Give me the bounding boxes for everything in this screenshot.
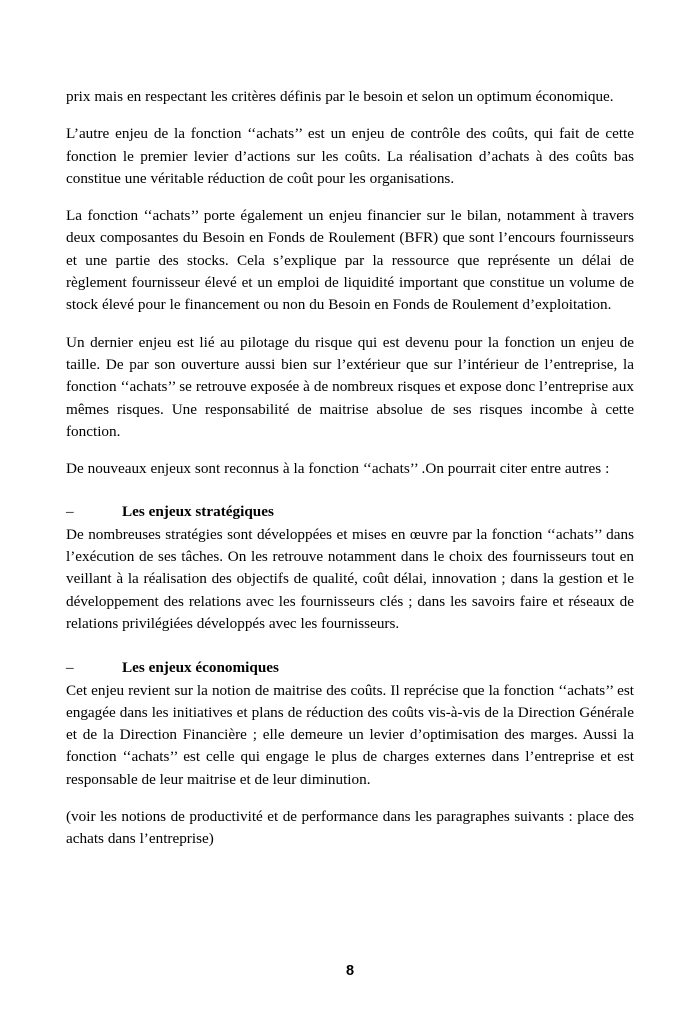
paragraph-3: La fonction ‘‘achats’’ porte également un enjeu financier sur le bilan, notamment à travers deux composantes du Besoin en Fonds de Roulement (BFR) que sont l’encours fournisseurs et une partie des stocks. Cela s’explique par la ressource que représente un délai de règlement fournisseur élevé et un emploi de liquidité important que constitue un volume de stock élevé pour le financement ou non du Besoin en Fonds de Roulement d’exploitation. [66, 207, 634, 314]
section-heading-label-economiques: Les enjeux économiques [122, 659, 279, 677]
paragraph-1: prix mais en respectant les critères définis par le besoin et selon un optimum économique. [66, 88, 614, 105]
section-body-economiques: Cet enjeu revient sur la notion de maitrise des coûts. Il reprécise que la fonction ‘‘achats’’ est engagée dans les initiatives et plans de réduction des coûts vis-à-vis de la Direction Générale et de la Direction Financière ; elle demeure un levier d’optimisation des marges. Aussi la fonction ‘‘achats’’ est celle qui engage le plus de charges externes dans l’entreprise et est responsable de leur maitrise et de leur diminution. [66, 681, 634, 788]
bullet-dash-icon: – [66, 659, 74, 677]
bullet-dash-icon: – [66, 503, 74, 521]
page-number: 8 [345, 963, 355, 979]
paragraph-4: Un dernier enjeu est lié au pilotage du risque qui est devenu pour la fonction un enjeu de taille. De par son ouverture aussi bien sur l’extérieur que sur l’intérieur de l’entreprise, la fonction ‘‘achats’’ se retrouve exposée à de nombreux risques et expose donc l’entreprise aux mêmes risques. Une responsabilité de maitrise absolue de ses risques incombe à cette fonction. [66, 333, 634, 440]
paragraph-5-intro: De nouveaux enjeux sont reconnus à la fonction ‘‘achats’’ .On pourrait citer entre autres : [66, 460, 610, 478]
page-content [66, 86, 634, 866]
section-body-strategiques: De nombreuses stratégies sont développées et mises en œuvre par la fonction ‘‘achats’’ dans l’exécution de ses tâches. On les retrouve notamment dans le choix des fournisseurs tout en veillant à la réalisation des objectifs de qualité, coût délai, innovation ; dans la gestion et le développement des relations avec les fournisseurs clés ; dans les savoirs faire et réseaux de relations privilégiées développés avec les fournisseurs. [66, 525, 634, 632]
section-heading-label-strategiques: Les enjeux stratégiques [122, 503, 274, 521]
section-heading-economiques [66, 657, 634, 679]
section-strategiques [66, 494, 634, 635]
section-heading-strategiques [66, 501, 634, 523]
paragraph-closing-note: (voir les notions de productivité et de performance dans les paragraphes suivants : place des achats dans l’entreprise) [66, 808, 634, 848]
paragraph-2: L’autre enjeu de la fonction ‘‘achats’’ est un enjeu de contrôle des coûts, qui fait de cette fonction le premier levier d’actions sur les coûts. La réalisation d’achats à des coûts bas constitue une véritable réduction de coût pour les organisations. [66, 125, 634, 187]
section-economiques [66, 650, 634, 791]
